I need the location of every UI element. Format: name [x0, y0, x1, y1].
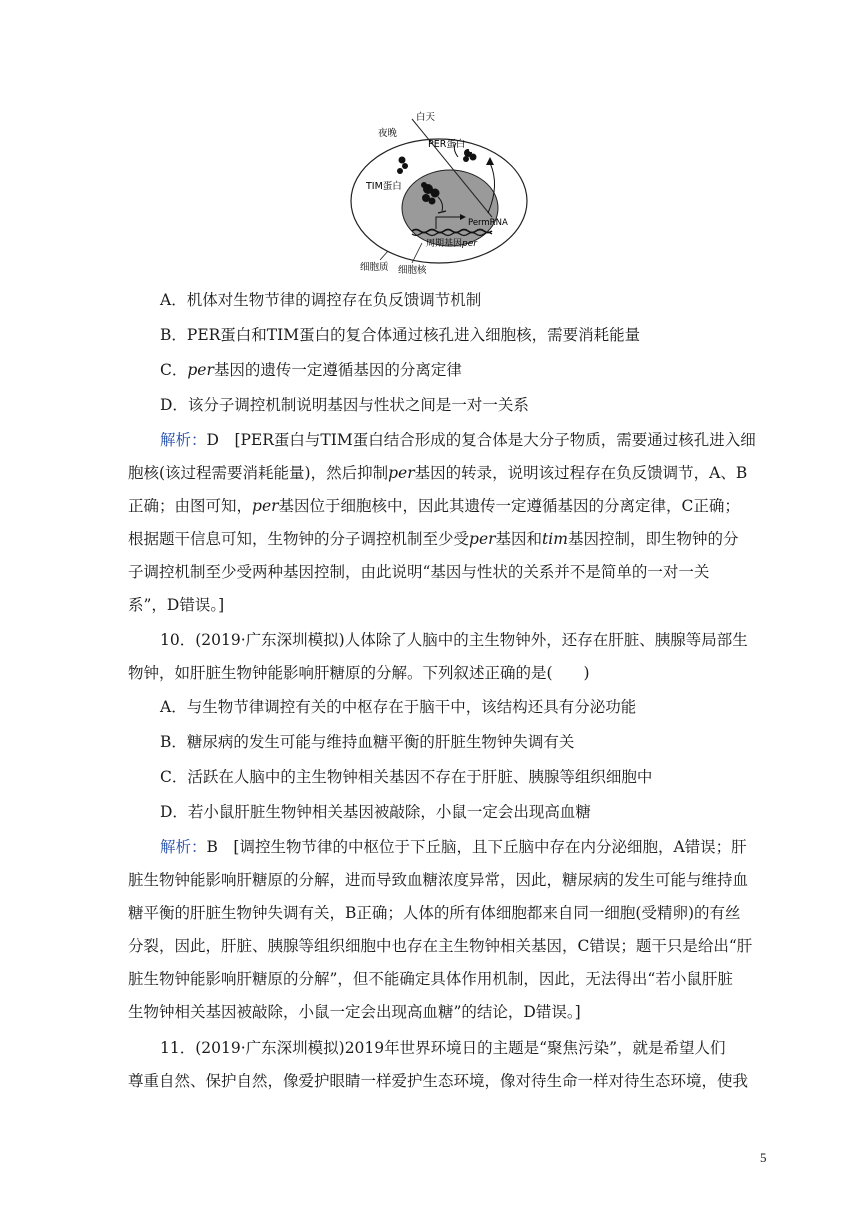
q10-stem-line-1: 10．(2019·广东深圳模拟)人体除了人脑中的主生物钟外，还存在肝脏、胰腺等局部生: [160, 631, 748, 649]
q10-option-b: B．糖尿病的发生可能与维持血糖平衡的肝脏生物钟失调有关: [160, 733, 575, 751]
q11-stem-line-2: 尊重自然、保护自然，像爱护眼睛一样爱护生态环境，像对待生命一样对待生态环境，使我: [128, 1072, 749, 1090]
q9-a4-post: 基因控制，即生物钟的分: [567, 530, 739, 548]
label-tim-protein: TIM蛋白: [366, 181, 402, 192]
q10-option-c: C．活跃在人脑中的主生物钟相关基因不存在于肝脏、胰腺等组织细胞中: [160, 768, 653, 786]
q9-a3-gene: per: [252, 497, 279, 515]
label-cytoplasm: 细胞质: [360, 262, 389, 273]
q9-a3-post: 基因位于细胞核中，因此其遗传一定遵循基因的分离定律，C正确；: [278, 497, 740, 515]
per-protein-blob: [463, 148, 477, 162]
q10-analysis-text-1: B [调控生物节律的中枢位于下丘脑，且下丘脑中存在内分泌细胞，A错误；肝: [206, 838, 747, 856]
label-per-protein: PER蛋白: [428, 139, 466, 150]
q10-analysis-line-6: 生物钟相关基因被敲除，小鼠一定会出现高血糖”的结论，D错误。]: [128, 1003, 581, 1021]
mrna-export-arrowhead: [486, 157, 494, 165]
q10-analysis-line-5: 脏生物钟能影响肝糖原的分解”，但不能确定具体作用机制，因此，无法得出“若小鼠肝脏: [128, 970, 733, 988]
q10-stem-line-2: 物钟，如肝脏生物钟能影响肝糖原的分解。下列叙述正确的是( ): [128, 664, 590, 682]
q9-option-d: D．该分子调控机制说明基因与性状之间是一对一关系: [160, 396, 529, 414]
q9-option-c-text: 基因的遗传一定遵循基因的分离定律: [213, 361, 462, 379]
q9-option-c-prefix: C．: [160, 361, 188, 379]
label-gene: 周期基因per: [426, 239, 477, 249]
tim-protein-blob: [397, 157, 408, 175]
q9-analysis-line-1: [160, 430, 768, 450]
q9-analysis-line-3: [128, 496, 768, 516]
cytoplasm-pointer: [380, 251, 388, 260]
q9-a2-post: 基因的转录，说明该过程存在负反馈调节，A、B: [414, 464, 748, 482]
q9-option-a: A．机体对生物节律的调控存在负反馈调节机制: [160, 291, 482, 309]
q9-option-c: [160, 360, 768, 380]
q10-analysis-line-2: 脏生物钟能影响肝糖原的分解，进而导致血糖浓度异常，因此，糖尿病的发生可能与维持血: [128, 871, 749, 889]
q9-option-b: B．PER蛋白和TIM蛋白的复合体通过核孔进入细胞核，需要消耗能量: [160, 326, 641, 344]
q9-analysis-line-2: [128, 463, 768, 483]
q9-a4-pre: 根据题干信息可知，生物钟的分子调控机制至少受: [128, 530, 470, 548]
label-night: 夜晚: [378, 128, 398, 139]
q9-a2-pre: 胞核(该过程需要消耗能量)，然后抑制: [128, 464, 389, 482]
q10-analysis-line-1: [160, 837, 768, 857]
q9-a2-gene: per: [388, 464, 415, 482]
q9-option-c-gene: per: [187, 361, 214, 379]
q10-analysis-line-4: 分裂，因此，肝脏、胰腺等组织细胞中也存在主生物钟相关基因，C错误；题干只是给出“肝: [128, 937, 753, 955]
nucleus-pointer: [412, 243, 422, 263]
q9-a4-gene-tim: tim: [542, 530, 568, 548]
q9-a3-pre: 正确；由图可知，: [128, 497, 253, 515]
label-permrna: PermRNA: [468, 218, 508, 228]
q10-analysis-line-3: 糖平衡的肝脏生物钟失调有关，B正确；人体的所有体细胞都来自同一细胞(受精卵)的有丝: [128, 904, 741, 922]
q10-analysis-label: 解析：: [160, 838, 207, 856]
q9-a4-mid: 基因和: [495, 530, 543, 548]
label-nucleus: 细胞核: [398, 265, 427, 275]
q9-analysis-line-4: [128, 529, 768, 549]
q9-analysis-label: 解析：: [160, 431, 207, 449]
q9-analysis-line-5: 子调控机制至少受两种基因控制，由此说明“基因与性状的关系并不是简单的一对一关: [128, 563, 710, 581]
label-day: 白天: [416, 112, 436, 123]
q9-analysis-line-6: 系”，D错误。]: [128, 596, 225, 614]
circadian-diagram: [340, 105, 540, 275]
q9-analysis-text-1: D [PER蛋白与TIM蛋白结合形成的复合体是大分子物质，需要通过核孔进入细: [206, 431, 756, 449]
page-number: 5: [760, 1150, 767, 1165]
q10-option-a: A．与生物节律调控有关的中枢存在于脑干中，该结构还具有分泌功能: [160, 698, 637, 716]
q9-a4-gene-per: per: [469, 530, 496, 548]
circadian-diagram-svg: [340, 105, 540, 275]
q10-option-d: D．若小鼠肝脏生物钟相关基因被敲除，小鼠一定会出现高血糖: [160, 803, 591, 821]
q11-stem-line-1: 11．(2019·广东深圳模拟)2019年世界环境日的主题是“聚焦污染”，就是希望人们: [160, 1039, 726, 1057]
